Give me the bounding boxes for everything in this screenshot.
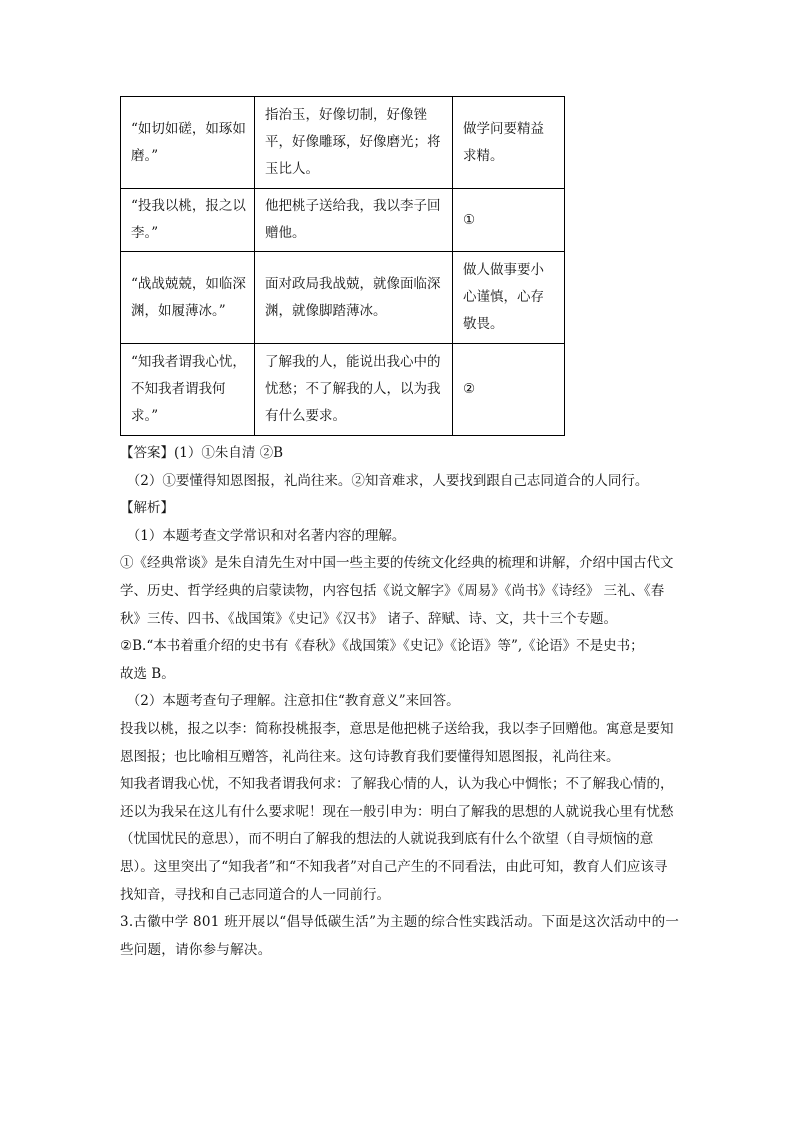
analysis-paragraph: 知我者谓我心忧，不知我者谓我何求：了解我心情的人，认为我心中惆怅；不了解我心情的，还以为我呆在这儿有什么要求呢！现在一般引申为：明白了解我的思想的人就说我心里有忧愁（忧国忧民的意思），而不明白了解我的想法的人就说我到底有什么个欲望（自寻烦恼的意思）。这里突出了“知我者”和“不知我者”对自己产生的不同看法，由此可知，教育人们应该寻找知音，寻找和自己志同道合的人一同前行。 (120, 776, 674, 903)
lesson-cell: 做人做事要小心谨慎，心存敬畏。 (453, 252, 565, 344)
table-row (121, 252, 565, 344)
meaning-cell: 了解我的人，能说出我心中的忧愁；不了解我的人，以为我有什么要求。 (255, 344, 453, 436)
analysis-heading: 【解析】 (120, 500, 174, 517)
analysis-paragraph: （1）本题考查文学常识和对名著内容的理解。 (126, 527, 406, 544)
lesson-cell: ① (453, 189, 565, 252)
table-row (121, 189, 565, 252)
answer-analysis-body (120, 440, 680, 964)
quote-cell: “战战兢兢，如临深渊，如履薄冰。” (121, 252, 255, 344)
analysis-paragraph: 故选 B。 (120, 665, 175, 682)
quote-cell: “投我以桃，报之以李。” (121, 189, 255, 252)
lesson-cell: ② (453, 344, 565, 436)
analysis-paragraph: ①《经典常谈》是朱自清先生对中国一些主要的传统文化经典的梳理和讲解，介绍中国古代文学、历史、哲学经典的启蒙读物，内容包括《说文解字》《周易》《尚书》《诗经》 三礼、《春秋》三传、四书、《战国策》《史记》《汉书》 诸子、辞赋、诗、文，共十三个专题。 (120, 555, 674, 627)
analysis-paragraph: （2）本题考查句子理解。注意扣住“教育意义”来回答。 (126, 693, 460, 710)
quote-cell: “知我者谓我心忧，不知我者谓我何求。” (121, 344, 255, 436)
table-row (121, 97, 565, 189)
table-row (121, 344, 565, 436)
answer-line-2: （2）①要懂得知恩图报，礼尚往来。②知音难求，人要找到跟自己志同道合的人同行。 (126, 472, 649, 489)
lesson-cell: 做学问要精益求精。 (453, 97, 565, 189)
meaning-cell: 面对政局我战兢，就像面临深渊，就像脚踏薄冰。 (255, 252, 453, 344)
quote-table (120, 96, 565, 436)
meaning-cell: 他把桃子送给我，我以李子回赠他。 (255, 189, 453, 252)
meaning-cell: 指治玉，好像切制，好像锉平，好像雕琢，好像磨光；将玉比人。 (255, 97, 453, 189)
analysis-paragraph: ②B.“本书着重介绍的史书有《春秋》《战国策》《史记》《论语》等”,《论语》不是史书； (120, 638, 644, 655)
analysis-paragraph: 投我以桃，报之以李：简称投桃报李，意思是他把桃子送给我，我以李子回赠他。寓意是要知恩图报；也比喻相互赠答，礼尚往来。这句诗教育我们要懂得知恩图报，礼尚往来。 (120, 720, 674, 765)
question-3: 3.古徽中学 801 班开展以“倡导低碳生活”为主题的综合性实践活动。下面是这次活动中的一些问题，请你参与解决。 (120, 914, 680, 958)
answer-line-1: 【答案】(1）①朱自清 ②B (120, 445, 284, 461)
quote-cell: “如切如磋，如琢如磨。” (121, 97, 255, 189)
